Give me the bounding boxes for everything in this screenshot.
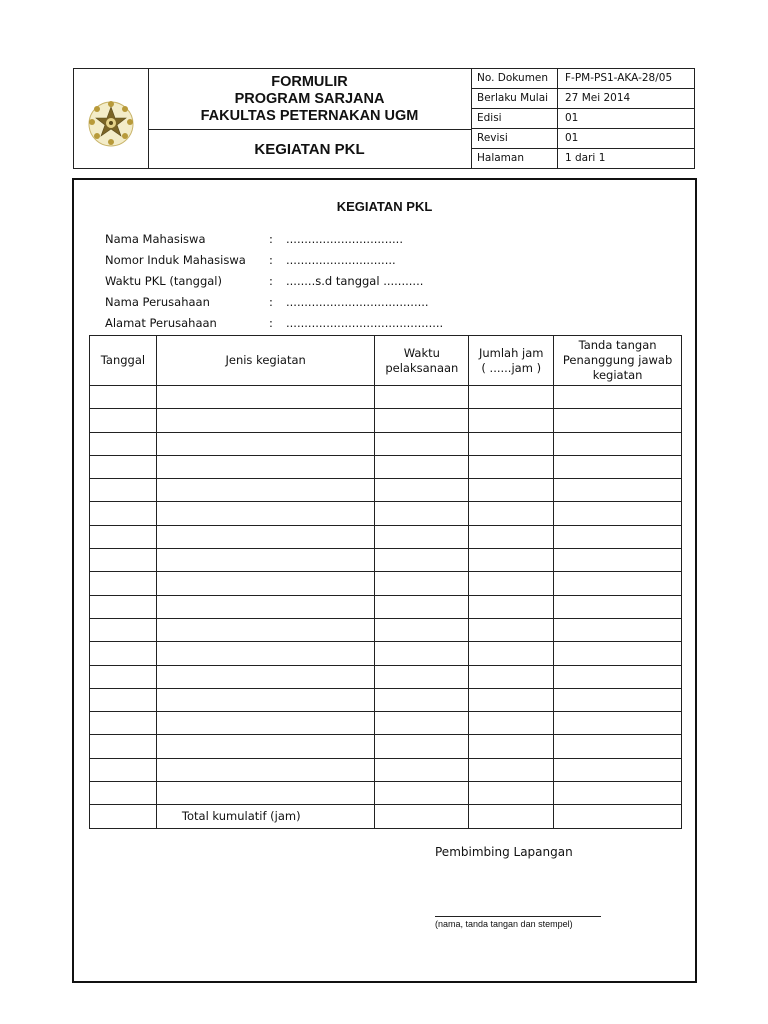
table-cell[interactable] bbox=[90, 455, 157, 478]
table-cell[interactable] bbox=[90, 712, 157, 735]
table-cell[interactable] bbox=[375, 479, 469, 502]
table-cell[interactable] bbox=[375, 409, 469, 432]
table-cell[interactable] bbox=[554, 642, 682, 665]
field-label: Waktu PKL (tanggal) bbox=[105, 274, 222, 288]
table-row bbox=[90, 688, 682, 711]
table-row bbox=[90, 502, 682, 525]
table-row bbox=[90, 479, 682, 502]
meta-row bbox=[471, 109, 694, 129]
table-cell[interactable] bbox=[469, 525, 554, 548]
table-cell[interactable] bbox=[375, 665, 469, 688]
table-cell[interactable] bbox=[469, 595, 554, 618]
table-cell[interactable] bbox=[156, 735, 374, 758]
col-header-waktu bbox=[375, 336, 469, 386]
table-cell[interactable] bbox=[469, 758, 554, 781]
table-row bbox=[90, 525, 682, 548]
table-cell[interactable] bbox=[375, 618, 469, 641]
table-cell[interactable] bbox=[90, 805, 157, 828]
table-cell[interactable] bbox=[375, 805, 469, 828]
table-cell[interactable] bbox=[90, 782, 157, 805]
table-cell[interactable] bbox=[469, 386, 554, 409]
table-row bbox=[90, 386, 682, 409]
field-separator: : bbox=[269, 295, 273, 309]
signature-line[interactable] bbox=[435, 916, 601, 917]
table-cell[interactable] bbox=[375, 525, 469, 548]
table-cell[interactable] bbox=[469, 618, 554, 641]
table-cell[interactable] bbox=[554, 549, 682, 572]
table-cell[interactable] bbox=[469, 432, 554, 455]
table-cell[interactable] bbox=[156, 525, 374, 548]
table-row bbox=[90, 572, 682, 595]
form-fields bbox=[105, 229, 443, 334]
col-header-jenis-kegiatan bbox=[156, 336, 374, 386]
field-row bbox=[105, 250, 443, 271]
table-row bbox=[90, 758, 682, 781]
table-cell[interactable] bbox=[156, 386, 374, 409]
table-cell[interactable] bbox=[469, 502, 554, 525]
table-cell[interactable] bbox=[156, 595, 374, 618]
table-cell[interactable] bbox=[90, 409, 157, 432]
table-cell[interactable] bbox=[469, 782, 554, 805]
table-row bbox=[90, 549, 682, 572]
meta-row bbox=[471, 69, 694, 89]
total-hours-cell[interactable] bbox=[469, 805, 554, 828]
table-cell[interactable] bbox=[554, 618, 682, 641]
table-cell[interactable] bbox=[375, 549, 469, 572]
table-cell[interactable] bbox=[156, 409, 374, 432]
meta-value: 1 dari 1 bbox=[565, 152, 606, 164]
table-cell[interactable] bbox=[554, 432, 682, 455]
table-cell[interactable] bbox=[156, 665, 374, 688]
table-row bbox=[90, 455, 682, 478]
total-row bbox=[90, 805, 682, 828]
field-label: Nama Perusahaan bbox=[105, 295, 210, 309]
meta-value: 01 bbox=[565, 132, 579, 144]
table-cell[interactable] bbox=[375, 432, 469, 455]
table-cell[interactable] bbox=[156, 455, 374, 478]
header-line: pelaksanaan bbox=[385, 360, 459, 375]
field-label: Alamat Perusahaan bbox=[105, 316, 217, 330]
field-value-blank[interactable]: ........................................... bbox=[286, 316, 444, 330]
header-line: Jumlah jam bbox=[478, 345, 544, 360]
header-line: Tanda tangan bbox=[578, 338, 657, 352]
table-cell[interactable] bbox=[554, 712, 682, 735]
table-cell[interactable] bbox=[90, 735, 157, 758]
table-cell[interactable] bbox=[156, 712, 374, 735]
field-row bbox=[105, 229, 443, 250]
table-cell[interactable] bbox=[156, 688, 374, 711]
header-line: Waktu bbox=[403, 345, 440, 360]
header-title-block bbox=[148, 69, 472, 168]
header-line: Tanggal bbox=[100, 353, 146, 367]
table-cell[interactable] bbox=[90, 386, 157, 409]
header-line-1: FORMULIR bbox=[271, 73, 348, 90]
table-cell[interactable] bbox=[469, 735, 554, 758]
table-cell[interactable] bbox=[156, 549, 374, 572]
table-cell[interactable] bbox=[554, 688, 682, 711]
table-cell[interactable] bbox=[156, 502, 374, 525]
table-cell[interactable] bbox=[90, 572, 157, 595]
table-cell[interactable] bbox=[375, 688, 469, 711]
table-row bbox=[90, 409, 682, 432]
meta-row bbox=[471, 149, 694, 168]
table-cell[interactable] bbox=[375, 782, 469, 805]
signer-label: Pembimbing Lapangan bbox=[435, 845, 573, 859]
table-cell[interactable] bbox=[469, 409, 554, 432]
table-row bbox=[90, 665, 682, 688]
table-cell[interactable] bbox=[554, 572, 682, 595]
field-value-blank[interactable]: ....................................... bbox=[286, 295, 429, 309]
table-cell[interactable] bbox=[375, 502, 469, 525]
field-label: Nomor Induk Mahasiswa bbox=[105, 253, 246, 267]
table-row bbox=[90, 432, 682, 455]
table-cell[interactable] bbox=[554, 386, 682, 409]
table-cell[interactable] bbox=[375, 455, 469, 478]
col-header-jumlah-jam bbox=[469, 336, 554, 386]
field-row bbox=[105, 313, 443, 334]
header-line: Penanggung jawab bbox=[562, 353, 673, 367]
header-line: kegiatan bbox=[592, 368, 643, 382]
table-cell[interactable] bbox=[554, 782, 682, 805]
table-cell[interactable] bbox=[90, 502, 157, 525]
table-cell[interactable] bbox=[469, 665, 554, 688]
form-title: KEGIATAN PKL bbox=[336, 199, 433, 214]
table-cell[interactable] bbox=[375, 386, 469, 409]
header-subtitle: KEGIATAN PKL bbox=[254, 140, 365, 158]
table-cell[interactable] bbox=[156, 758, 374, 781]
table-cell[interactable] bbox=[375, 758, 469, 781]
meta-key: Halaman bbox=[471, 149, 558, 168]
table-cell[interactable] bbox=[554, 735, 682, 758]
header-line: Jenis kegiatan bbox=[225, 353, 306, 367]
table-row bbox=[90, 642, 682, 665]
table-cell[interactable] bbox=[90, 642, 157, 665]
header-line-3: FAKULTAS PETERNAKAN UGM bbox=[200, 107, 419, 124]
header-line-2: PROGRAM SARJANA bbox=[234, 90, 385, 107]
table-cell[interactable] bbox=[375, 712, 469, 735]
document-meta bbox=[471, 69, 694, 168]
field-separator: : bbox=[269, 316, 273, 330]
logo-cell bbox=[74, 69, 149, 168]
header-title bbox=[148, 69, 471, 130]
table-row bbox=[90, 735, 682, 758]
table-cell[interactable] bbox=[554, 502, 682, 525]
meta-key: Edisi bbox=[471, 109, 558, 128]
table-cell[interactable] bbox=[469, 712, 554, 735]
table-cell[interactable] bbox=[554, 595, 682, 618]
table-cell[interactable] bbox=[469, 572, 554, 595]
field-row bbox=[105, 292, 443, 313]
table-cell[interactable] bbox=[156, 479, 374, 502]
field-separator: : bbox=[269, 232, 273, 246]
total-label: Total kumulatif (jam) bbox=[156, 805, 374, 828]
table-cell[interactable] bbox=[90, 479, 157, 502]
table-cell[interactable] bbox=[554, 479, 682, 502]
meta-key: Revisi bbox=[471, 129, 558, 148]
table-body bbox=[90, 386, 682, 805]
meta-value: 27 Mei 2014 bbox=[565, 92, 631, 104]
table-cell[interactable] bbox=[469, 549, 554, 572]
table-cell[interactable] bbox=[90, 549, 157, 572]
signature-note: (nama, tanda tangan dan stempel) bbox=[435, 919, 573, 929]
field-row bbox=[105, 271, 443, 292]
table-cell[interactable] bbox=[90, 618, 157, 641]
table-cell[interactable] bbox=[156, 432, 374, 455]
table-cell[interactable] bbox=[90, 595, 157, 618]
table-row bbox=[90, 595, 682, 618]
form-box bbox=[72, 178, 697, 983]
table-cell[interactable] bbox=[156, 572, 374, 595]
table-cell[interactable] bbox=[469, 688, 554, 711]
table-row bbox=[90, 618, 682, 641]
table-cell[interactable] bbox=[90, 432, 157, 455]
activity-table bbox=[89, 335, 682, 829]
table-row bbox=[90, 782, 682, 805]
field-label: Nama Mahasiswa bbox=[105, 232, 206, 246]
meta-key: No. Dokumen bbox=[471, 69, 558, 88]
field-value-blank[interactable]: ........s.d tanggal ........... bbox=[286, 274, 424, 288]
field-separator: : bbox=[269, 253, 273, 267]
ugm-seal-icon bbox=[74, 69, 148, 168]
document-header bbox=[73, 68, 695, 169]
field-value-blank[interactable]: ................................ bbox=[286, 232, 403, 246]
table-cell[interactable] bbox=[554, 665, 682, 688]
table-cell[interactable] bbox=[90, 665, 157, 688]
table-cell[interactable] bbox=[554, 758, 682, 781]
table-cell[interactable] bbox=[375, 642, 469, 665]
table-cell[interactable] bbox=[469, 479, 554, 502]
table-cell[interactable] bbox=[554, 805, 682, 828]
table-row bbox=[90, 712, 682, 735]
table-cell[interactable] bbox=[375, 735, 469, 758]
col-header-tanggal bbox=[90, 336, 157, 386]
table-cell[interactable] bbox=[90, 525, 157, 548]
table-cell[interactable] bbox=[156, 618, 374, 641]
table-cell[interactable] bbox=[90, 758, 157, 781]
table-cell[interactable] bbox=[469, 642, 554, 665]
table-cell[interactable] bbox=[554, 409, 682, 432]
meta-key: Berlaku Mulai bbox=[471, 89, 558, 108]
meta-value: 01 bbox=[565, 112, 579, 124]
meta-row bbox=[471, 89, 694, 109]
table-cell[interactable] bbox=[156, 782, 374, 805]
table-cell[interactable] bbox=[90, 688, 157, 711]
meta-row bbox=[471, 129, 694, 149]
table-cell[interactable] bbox=[554, 455, 682, 478]
table-cell[interactable] bbox=[469, 455, 554, 478]
table-header-row bbox=[90, 336, 682, 386]
table-cell[interactable] bbox=[375, 595, 469, 618]
table-cell[interactable] bbox=[156, 642, 374, 665]
field-value-blank[interactable]: .............................. bbox=[286, 253, 396, 267]
col-header-tanda-tangan bbox=[554, 336, 682, 386]
table-cell[interactable] bbox=[554, 525, 682, 548]
meta-value: F-PM-PS1-AKA-28/05 bbox=[565, 72, 673, 84]
field-separator: : bbox=[269, 274, 273, 288]
header-line: ( ......jam ) bbox=[481, 360, 542, 375]
table-cell[interactable] bbox=[375, 572, 469, 595]
